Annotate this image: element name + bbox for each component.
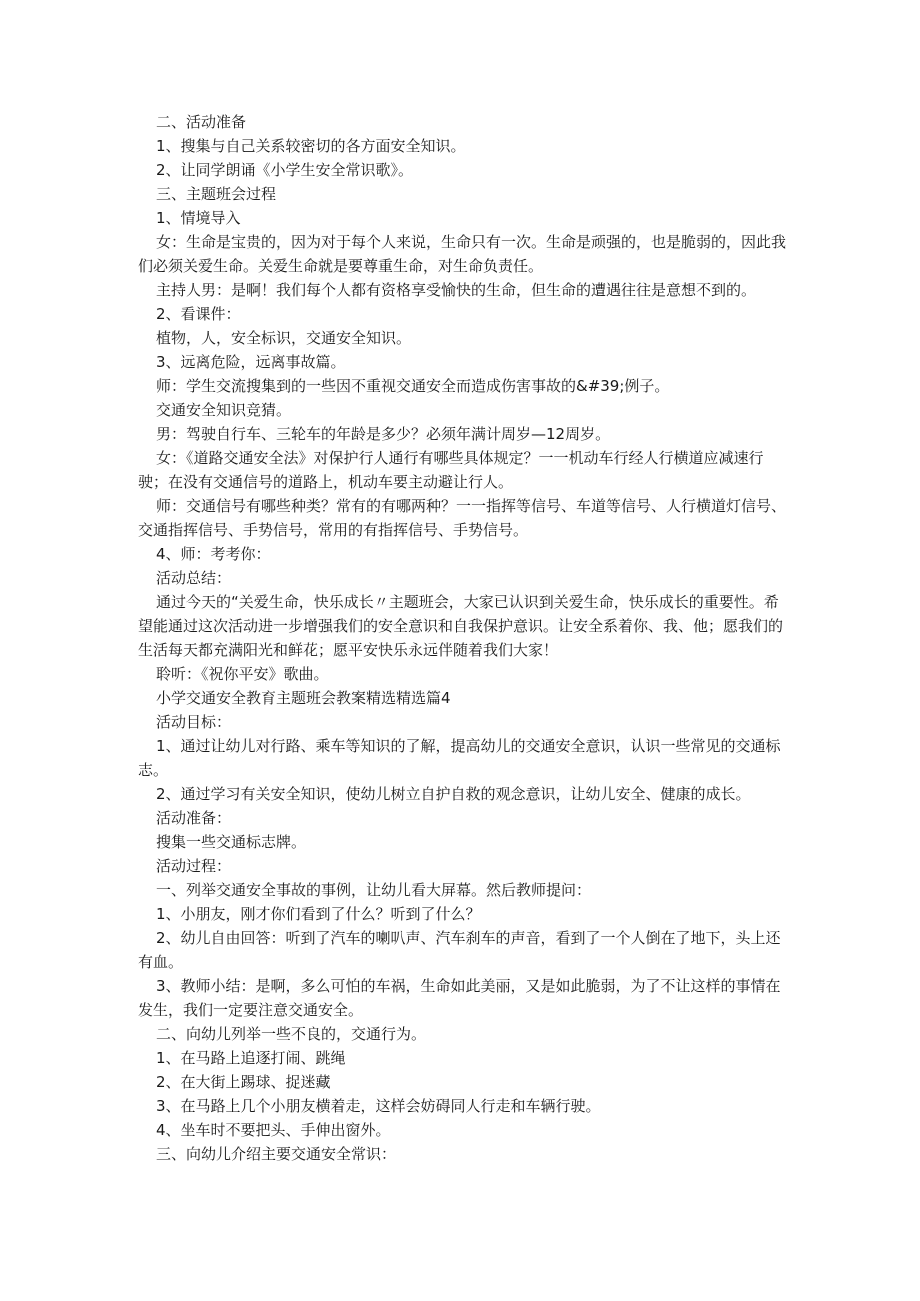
paragraph: 一、列举交通安全事故的事例，让幼儿看大屏幕。然后教师提问： bbox=[156, 881, 592, 899]
paragraph: 3、在马路上几个小朋友横着走，这样会妨碍同人行走和车辆行驶。 bbox=[156, 1097, 601, 1115]
paragraph: 聆听：《祝你平安》歌曲。 bbox=[156, 665, 329, 683]
paragraph: 4、坐车时不要把头、手伸出窗外。 bbox=[156, 1121, 391, 1139]
paragraph: 活动总结： bbox=[156, 569, 232, 587]
paragraph: 通过今天的“关爱生命，快乐成长〃主题班会，大家已认识到关爱生命，快乐成长的重要性。希望能通过这次活动进一步增强我们的安全意识和自我保护意识。让安全系着你、我、他；愿我们的生活每天都充满阳光和鲜花；愿平安快乐永远伴随着我们大家！ bbox=[138, 593, 784, 659]
paragraph: 2、在大街上踢球、捉迷藏 bbox=[156, 1073, 331, 1091]
paragraph: 活动过程： bbox=[156, 857, 232, 875]
paragraph: 二、向幼儿列举一些不良的，交通行为。 bbox=[156, 1025, 427, 1043]
paragraph: 3、教师小结：是啊，多么可怕的车祸，生命如此美丽，又是如此脆弱，为了不让这样的事情在发生，我们一定要注意交通安全。 bbox=[138, 977, 781, 1019]
section-title: 小学交通安全教育主题班会教案精选精选篇4 bbox=[156, 689, 451, 707]
paragraph: 3、远离危险，远离事故篇。 bbox=[156, 353, 346, 371]
paragraph: 三、主题班会过程 bbox=[156, 185, 277, 203]
paragraph: 三、向幼儿介绍主要交通安全常识： bbox=[156, 1145, 397, 1163]
paragraph: 1、情境导入 bbox=[156, 209, 241, 227]
paragraph: 女：《道路交通安全法》对保护行人通行有哪些具体规定？一一机动车行经人行横道应减速行驶；在没有交通信号的道路上，机动车要主动避让行人。 bbox=[138, 449, 764, 491]
paragraph: 1、在马路上追逐打闹、跳绳 bbox=[156, 1049, 346, 1067]
paragraph: 活动准备： bbox=[156, 809, 232, 827]
paragraph: 2、让同学朗诵《小学生安全常识歌》。 bbox=[156, 161, 414, 179]
paragraph: 男：驾驶自行车、三轮车的年龄是多少？必须年满计周岁—12周岁。 bbox=[156, 425, 611, 443]
paragraph: 搜集一些交通标志牌。 bbox=[156, 833, 307, 851]
paragraph: 女：生命是宝贵的，因为对于每个人来说，生命只有一次。生命是顽强的，也是脆弱的，因此我们必须关爱生命。关爱生命就是要尊重生命，对生命负责任。 bbox=[138, 233, 787, 275]
paragraph: 2、通过学习有关安全知识，使幼儿树立自护自救的观念意识，让幼儿安全、健康的成长。 bbox=[156, 785, 751, 803]
paragraph: 活动目标： bbox=[156, 713, 232, 731]
paragraph: 二、活动准备 bbox=[156, 113, 247, 131]
paragraph: 师：交通信号有哪些种类？常有的有哪两种？一一指挥等信号、车道等信号、人行横道灯信号、交通指挥信号、手势信号，常用的有指挥信号、手势信号。 bbox=[138, 497, 787, 539]
document-page bbox=[138, 110, 786, 1166]
paragraph: 植物，人，安全标识，交通安全知识。 bbox=[156, 329, 412, 347]
paragraph: 师：学生交流搜集到的一些因不重视交通安全而造成伤害事故的&#39;例子。 bbox=[156, 377, 670, 395]
paragraph: 2、看课件： bbox=[156, 305, 241, 323]
paragraph: 1、小朋友，刚才你们看到了什么？听到了什么？ bbox=[156, 905, 481, 923]
paragraph: 4、师：考考你： bbox=[156, 545, 271, 563]
paragraph: 1、通过让幼儿对行路、乘车等知识的了解，提高幼儿的交通安全意识，认识一些常见的交通标志。 bbox=[138, 737, 781, 779]
paragraph: 主持人男：是啊！我们每个人都有资格享受愉快的生命，但生命的遭遇往往是意想不到的。 bbox=[156, 281, 757, 299]
paragraph: 2、幼儿自由回答：听到了汽车的喇叭声、汽车刹车的声音，看到了一个人倒在了地下，头上还有血。 bbox=[138, 929, 781, 971]
paragraph: 1、搜集与自己关系较密切的各方面安全知识。 bbox=[156, 137, 466, 155]
paragraph: 交通安全知识竞猜。 bbox=[156, 401, 292, 419]
